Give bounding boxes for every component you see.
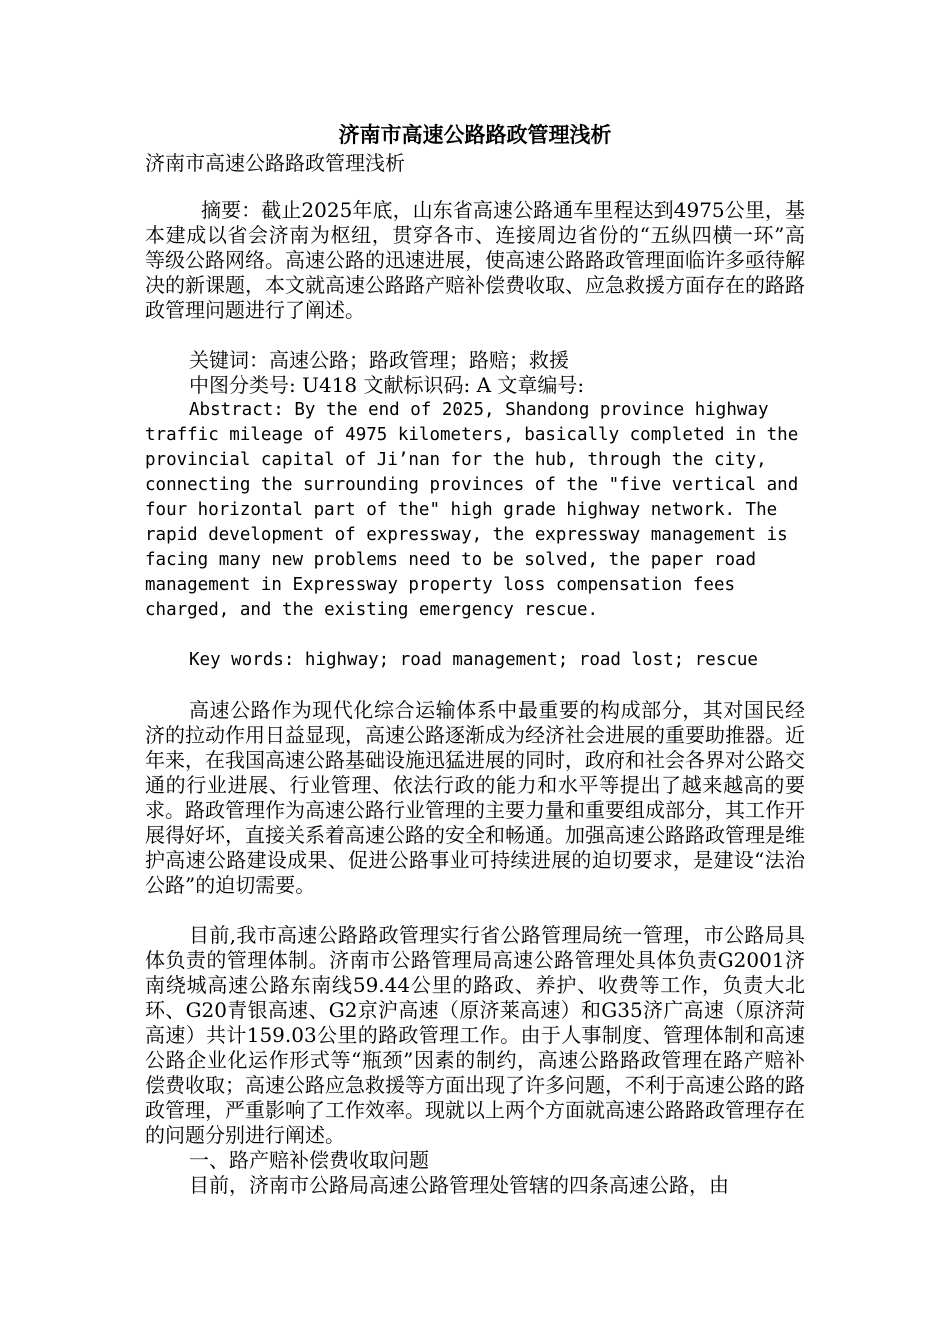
keywords-chinese: 关键词：高速公路；路政管理；路赔；救援 xyxy=(189,348,569,372)
document-title: 济南市高速公路路政管理浅析 xyxy=(338,122,612,147)
keywords-english: Key words: highway; road management; road lost; rescue xyxy=(189,650,758,670)
document-subtitle: 济南市高速公路路政管理浅析 xyxy=(145,151,405,175)
abstract-chinese: 摘要：截止2025年底，山东省高速公路通车里程达到4975公里，基本建成以省会济南为枢纽，贯穿各市、连接周边省份的“五纵四横一环”高等级公路网络。高速公路的迅速进展，使高速公路路政管理面临许多亟待解决的新课题，本文就高速公路路产赔补偿费收取、应急救援方面存在的路路政管理问题进行了阐述。 xyxy=(145,198,805,322)
body-paragraph-2: 目前,我市高速公路路政管理实行省公路管理局统一管理，市公路局具体负责的管理体制。济南市公路管理局高速公路管理处具体负责G2001济南绕城高速公路东南线59.44公里的路政、养护、收费等工作，负责大北环、G20青银高速、G2京沪高速（原济莱高速）和G35济广高速（原济菏高速）共计159.03公里的路政管理工作。由于人事制度、管理体制和高速公路企业化运作形式等“瓶颈”因素的制约，高速公路路政管理在路产赔补偿费收取；高速公路应急救援等方面出现了许多问题，不利于高速公路的路政管理，严重影响了工作效率。现就以上两个方面就高速公路路政管理存在的问题分别进行阐述。 xyxy=(145,923,805,1147)
body-paragraph-3: 目前，济南市公路局高速公路管理处管辖的四条高速公路，由 xyxy=(189,1173,729,1197)
body-paragraph-1: 高速公路作为现代化综合运输体系中最重要的构成部分，其对国民经济的拉动作用日益显现，高速公路逐渐成为经济社会进展的重要助推器。近年来，在我国高速公路基础设施迅猛进展的同时，政府和社会各界对公路交通的行业进展、行业管理、依法行政的能力和水平等提出了越来越高的要求。路政管理作为高速公路行业管理的主要力量和重要组成部分，其工作开展得好坏，直接关系着高速公路的安全和畅通。加强高速公路路政管理是维护高速公路建设成果、促进公路事业可持续进展的迫切要求，是建设“法治公路”的迫切需要。 xyxy=(145,698,805,897)
classification-line: 中图分类号: U418 文献标识码: A 文章编号: xyxy=(189,373,585,397)
abstract-english: Abstract: By the end of 2025, Shandong province highway traffic mileage of 4975 kilometers, basically completed in the provincial capital of Ji’nan for the hub, through the city, connecting the surrounding provinces of the "five vertical and four horizontal part of the" high grade highway network. The rapid development of expressway, the expressway management is facing many new problems need to be solved, the paper road management in Expressway property loss compensation fees charged, and the existing emergency rescue. xyxy=(145,400,799,620)
section-heading-1: 一、路产赔补偿费收取问题 xyxy=(189,1148,429,1172)
